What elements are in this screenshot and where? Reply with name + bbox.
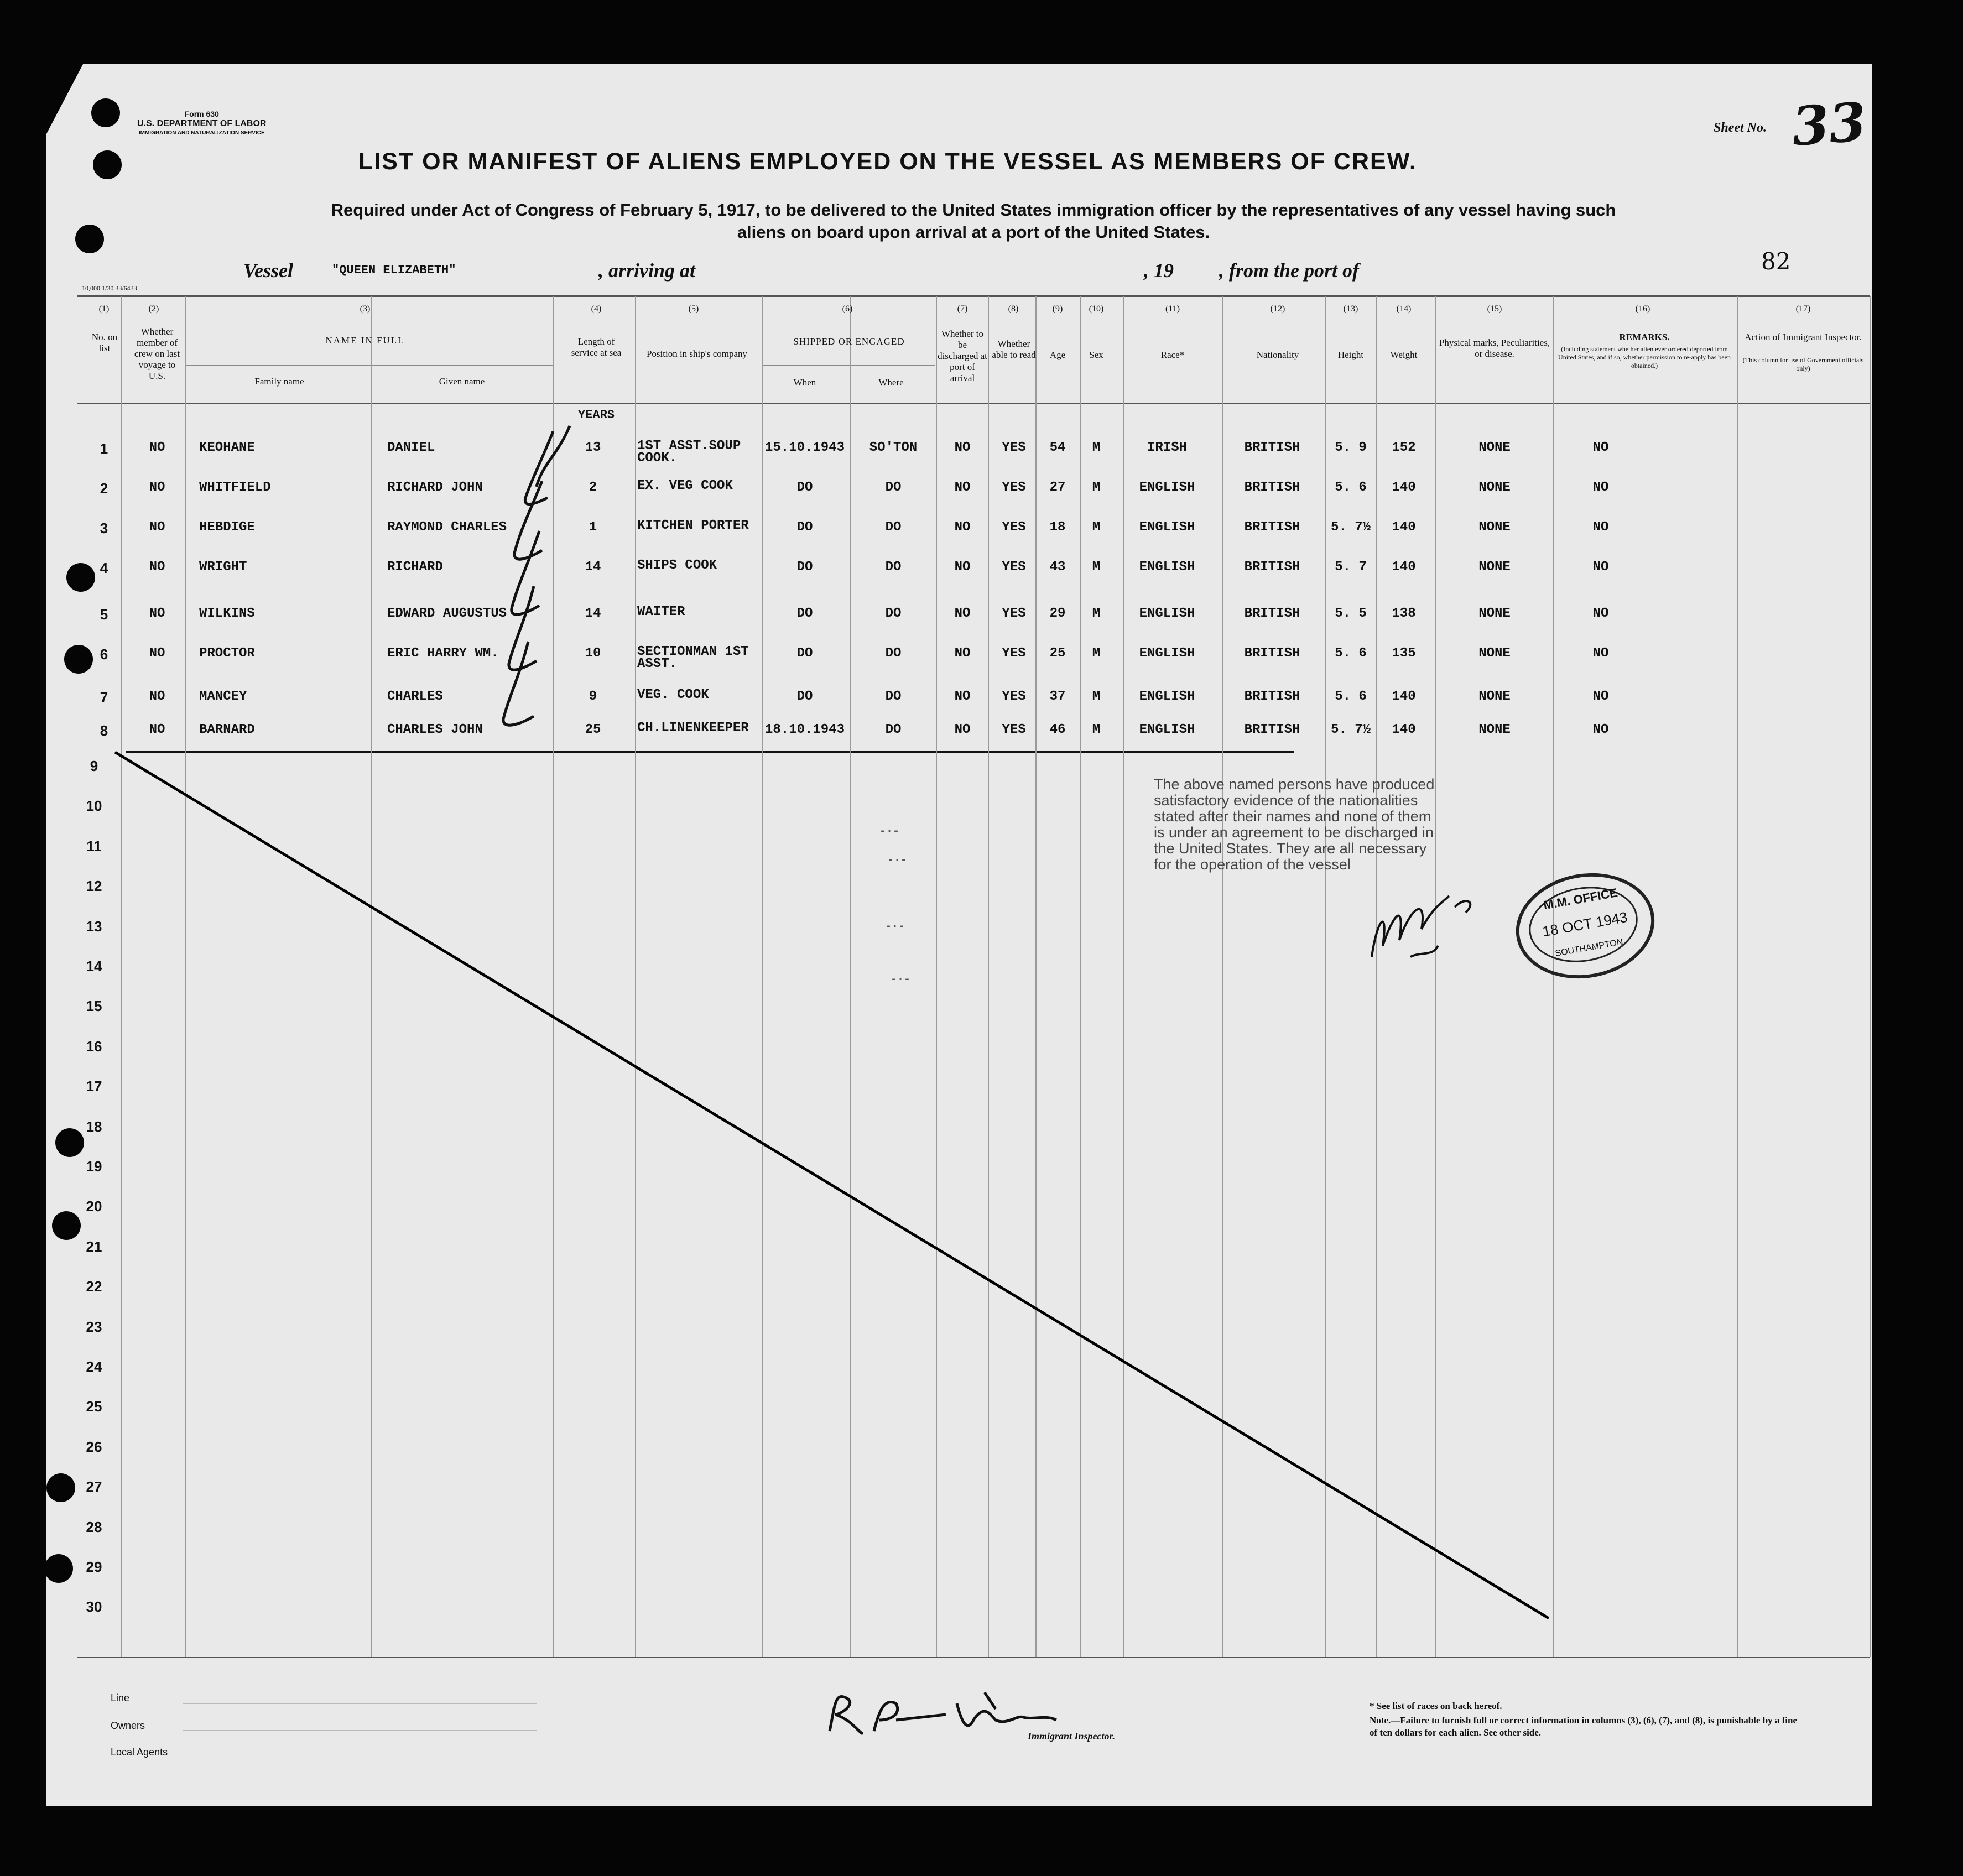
cell-position: WAITER — [637, 605, 685, 619]
cell-position: EX. VEG COOK — [637, 478, 733, 493]
cell-position: 1ST ASST.SOUP COOK. — [637, 439, 741, 466]
cell-family-name: MANCEY — [199, 689, 247, 704]
row-number: 29 — [86, 1559, 102, 1575]
cell-weight: 152 — [1392, 440, 1416, 455]
diagonal-cancel-line — [111, 741, 1560, 1626]
cell-physical-marks: NONE — [1478, 560, 1511, 575]
cell-age: 18 — [1049, 520, 1066, 535]
cell-discharged: NO — [954, 689, 971, 704]
col-5-header: Position in ship's company — [646, 348, 748, 359]
punch-hole — [75, 225, 104, 253]
subtitle-line-2: aliens on board upon arrival at a port of the United States. — [737, 222, 1210, 242]
col-8-number: (8) — [1008, 304, 1019, 314]
col-1-header: No. on list — [91, 332, 118, 353]
cell-remarks: NO — [1592, 606, 1609, 621]
cell-age: 25 — [1049, 646, 1066, 661]
cell-height: 5. 7½ — [1330, 520, 1371, 535]
cell-able-to-read: YES — [1002, 560, 1026, 575]
cell-family-name: HEBDIGE — [199, 520, 255, 535]
cell-age: 37 — [1049, 689, 1066, 704]
print-code: 10,000 1/30 33/6433 — [82, 284, 137, 292]
punch-hole — [44, 1554, 73, 1583]
cell-position: CH.LINENKEEPER — [637, 721, 749, 736]
statement-line: satisfactory evidence of the nationalities — [1154, 792, 1418, 809]
immigrant-inspector-label: Immigrant Inspector. — [1028, 1731, 1116, 1742]
col-6-where-header: Where — [878, 377, 904, 388]
col-6-number: (6) — [842, 304, 853, 314]
shipped-subheader-divider — [762, 365, 935, 366]
cell-nationality: BRITISH — [1244, 440, 1300, 455]
cell-weight: 135 — [1392, 646, 1416, 661]
col-16-header: REMARKS. — [1619, 332, 1670, 342]
cell-where: DO — [885, 606, 902, 621]
col-17-number: (17) — [1795, 304, 1811, 314]
cell-family-name: WHITFIELD — [199, 480, 271, 495]
sheet-number: 33 — [1790, 90, 1868, 158]
cell-discharged: NO — [954, 560, 971, 575]
col-4-header: Length of service at sea — [571, 336, 622, 358]
row-number: 4 — [100, 560, 108, 576]
cell-height: 5. 7 — [1335, 560, 1367, 575]
cell-service-length: 14 — [585, 606, 601, 621]
cell-able-to-read: YES — [1002, 722, 1026, 737]
page-title: LIST OR MANIFEST OF ALIENS EMPLOYED ON THE VESSEL AS MEMBERS OF CREW. — [358, 148, 1417, 175]
statement-line: for the operation of the vessel — [1154, 856, 1351, 873]
cell-given-name: CHARLES — [387, 689, 443, 704]
cell-where: DO — [885, 480, 902, 495]
col-8-header: Whether able to read — [992, 338, 1036, 360]
cell-service-length: 9 — [589, 689, 597, 704]
col-16-note: (Including statement whether alien ever ordered deported from United States, and if so, whether permission to re-apply has been obtained.) — [1558, 345, 1731, 369]
tally-marks — [476, 420, 575, 741]
cell-race: IRISH — [1147, 440, 1187, 455]
cell-given-name: RICHARD JOHN — [387, 480, 483, 495]
cell-sex: M — [1092, 440, 1101, 455]
cell-weight: 140 — [1392, 520, 1416, 535]
cell-discharged: NO — [954, 606, 971, 621]
cell-when: DO — [796, 689, 813, 704]
cell-sex: M — [1092, 480, 1101, 495]
cell-last-voyage: NO — [149, 560, 165, 575]
statement-line: the United States. They are all necessary — [1154, 840, 1427, 857]
cell-when: 18.10.1943 — [764, 722, 845, 737]
cell-able-to-read: YES — [1002, 440, 1026, 455]
cell-physical-marks: NONE — [1478, 606, 1511, 621]
stamp-date: 18 OCT 1943 — [1541, 908, 1629, 940]
col-7-number: (7) — [957, 304, 968, 314]
cell-given-name: ERIC HARRY WM. — [387, 646, 499, 661]
row-number: 6 — [100, 646, 108, 663]
cell-service-length: 13 — [585, 440, 601, 455]
cell-nationality: BRITISH — [1244, 520, 1300, 535]
punch-hole — [55, 1128, 84, 1157]
column-rule — [1870, 296, 1871, 1657]
cell-service-length: 1 — [589, 520, 597, 535]
nationality-statement-stamp — [1154, 777, 1513, 873]
row-number: 10 — [86, 798, 102, 815]
cell-race: ENGLISH — [1139, 480, 1195, 495]
col-14-number: (14) — [1396, 304, 1412, 314]
cell-sex: M — [1092, 520, 1101, 535]
cell-discharged: NO — [954, 646, 971, 661]
col-2-number: (2) — [148, 304, 159, 314]
row-number: 25 — [86, 1398, 102, 1415]
row-number: 24 — [86, 1358, 102, 1375]
table-top-border — [77, 295, 1870, 297]
row-number: 17 — [86, 1078, 102, 1095]
cell-weight: 140 — [1392, 560, 1416, 575]
col-3-header: NAME IN FULL — [325, 335, 405, 346]
cell-physical-marks: NONE — [1478, 440, 1511, 455]
statement-line: The above named persons have produced — [1154, 776, 1435, 793]
from-port-label: , from the port of — [1219, 259, 1360, 282]
faint-mark: -·- — [885, 920, 905, 933]
col-12-number: (12) — [1270, 304, 1285, 314]
cell-where: DO — [885, 520, 902, 535]
cell-service-length: 14 — [585, 560, 601, 575]
cell-last-voyage: NO — [149, 520, 165, 535]
cell-where: DO — [885, 722, 902, 737]
row-number: 5 — [100, 606, 108, 623]
cell-remarks: NO — [1592, 480, 1609, 495]
cell-given-name: RAYMOND CHARLES — [387, 520, 507, 535]
local-agents-label: Local Agents — [111, 1747, 168, 1758]
cell-given-name: RICHARD — [387, 560, 443, 575]
cell-last-voyage: NO — [149, 606, 165, 621]
cell-when: DO — [796, 606, 813, 621]
cell-age: 29 — [1049, 606, 1066, 621]
row-number: 9 — [90, 758, 98, 774]
col-9-number: (9) — [1052, 304, 1063, 314]
sheet-label: Sheet No. — [1714, 121, 1767, 135]
cell-given-name: CHARLES JOHN — [387, 722, 483, 737]
punch-hole — [64, 645, 93, 674]
cell-family-name: KEOHANE — [199, 440, 255, 455]
col-17-note: (This column for use of Government officials only) — [1742, 356, 1864, 372]
cell-age: 43 — [1049, 560, 1066, 575]
subtitle-line-1: Required under Act of Congress of February 5, 1917, to be delivered to the United States immigration officer by the representatives of any vessel having such — [331, 200, 1616, 220]
punch-hole — [46, 1473, 75, 1502]
cell-discharged: NO — [954, 440, 971, 455]
punch-hole — [52, 1211, 81, 1240]
cell-nationality: BRITISH — [1244, 646, 1300, 661]
col-5-number: (5) — [688, 304, 699, 314]
cell-when: 15.10.1943 — [764, 440, 845, 455]
faint-mark: -·- — [887, 854, 908, 867]
cell-age: 27 — [1049, 480, 1066, 495]
line-label: Line — [111, 1692, 130, 1703]
cell-discharged: NO — [954, 722, 971, 737]
punch-hole — [93, 150, 122, 179]
vessel-name: "QUEEN ELIZABETH" — [332, 263, 456, 277]
table-header-bottom — [77, 403, 1870, 404]
cell-discharged: NO — [954, 520, 971, 535]
col-10-header: Sex — [1089, 350, 1103, 360]
col-3-given-header: Given name — [439, 376, 485, 387]
col-6-header: SHIPPED OR ENGAGED — [793, 336, 905, 347]
cell-last-voyage: NO — [149, 689, 165, 704]
col-11-header: Race* — [1160, 350, 1185, 360]
row-number: 18 — [86, 1118, 102, 1135]
col-3-family-header: Family name — [254, 376, 304, 387]
cell-position: VEG. COOK — [637, 687, 709, 702]
cell-remarks: NO — [1592, 560, 1609, 575]
cell-nationality: BRITISH — [1244, 606, 1300, 621]
col-7-header: Whether to be discharged at port of arrival — [938, 329, 987, 383]
cell-sex: M — [1092, 689, 1101, 704]
cell-physical-marks: NONE — [1478, 520, 1511, 535]
cell-remarks: NO — [1592, 646, 1609, 661]
cell-when: DO — [796, 480, 813, 495]
col-15-header: Physical marks, Peculiarities, or disease. — [1439, 337, 1550, 359]
cell-sex: M — [1092, 606, 1101, 621]
col-13-number: (13) — [1343, 304, 1358, 314]
races-note: * See list of races on back hereof. — [1370, 1701, 1502, 1711]
col-12-header: Nationality — [1256, 350, 1299, 360]
cell-family-name: WRIGHT — [199, 560, 247, 575]
cell-when: DO — [796, 646, 813, 661]
cell-service-length: 10 — [585, 646, 601, 661]
name-subheader-divider — [185, 365, 553, 366]
cell-height: 5. 7½ — [1330, 722, 1371, 737]
cell-race: ENGLISH — [1139, 560, 1195, 575]
col-10-number: (10) — [1089, 304, 1104, 314]
cell-given-name: DANIEL — [387, 440, 435, 455]
row-number: 19 — [86, 1158, 102, 1175]
page-mark: 82 — [1761, 248, 1791, 275]
form-number: Form 630 — [184, 110, 219, 118]
punch-hole — [91, 98, 120, 127]
cell-discharged: NO — [954, 480, 971, 495]
row-number: 2 — [100, 480, 108, 497]
cell-family-name: BARNARD — [199, 722, 255, 737]
cell-physical-marks: NONE — [1478, 480, 1511, 495]
cell-weight: 140 — [1392, 480, 1416, 495]
cell-weight: 138 — [1392, 606, 1416, 621]
cell-where: DO — [885, 689, 902, 704]
line-field — [183, 1703, 537, 1704]
cell-weight: 140 — [1392, 689, 1416, 704]
cell-physical-marks: NONE — [1478, 689, 1511, 704]
row-number: 12 — [86, 878, 102, 895]
cell-family-name: WILKINS — [199, 606, 255, 621]
cell-race: ENGLISH — [1139, 520, 1195, 535]
row-number: 14 — [86, 958, 102, 975]
cell-sex: M — [1092, 722, 1101, 737]
cell-nationality: BRITISH — [1244, 722, 1300, 737]
faint-mark: -·- — [891, 973, 911, 986]
page-subtitle — [232, 199, 1715, 243]
cell-able-to-read: YES — [1002, 646, 1026, 661]
cell-position: KITCHEN PORTER — [637, 518, 749, 533]
cell-where: SO'TON — [869, 440, 918, 455]
col-13-header: Height — [1337, 350, 1364, 360]
row-number: 13 — [86, 918, 102, 935]
officer-signature — [1361, 874, 1504, 973]
col-9-header: Age — [1049, 350, 1066, 360]
col-15-number: (15) — [1487, 304, 1502, 314]
col-14-header: Weight — [1390, 350, 1418, 360]
cell-last-voyage: NO — [149, 646, 165, 661]
punch-hole — [66, 563, 95, 592]
owners-label: Owners — [111, 1720, 145, 1731]
cell-last-voyage: NO — [149, 722, 165, 737]
cell-when: DO — [796, 560, 813, 575]
col-17-header: Action of Immigrant Inspector. — [1745, 332, 1862, 342]
cell-race: ENGLISH — [1139, 606, 1195, 621]
cell-service-length: 25 — [585, 722, 601, 737]
cell-height: 5. 6 — [1335, 689, 1367, 704]
col-4-number: (4) — [591, 304, 602, 314]
cell-nationality: BRITISH — [1244, 480, 1300, 495]
department-name: U.S. DEPARTMENT OF LABOR — [137, 119, 267, 128]
penalty-note: Note.—Failure to furnish full or correct information in columns (3), (6), (7), and (8), is punishable by a fine of ten dollars for each alien. See other side. — [1370, 1715, 1798, 1738]
stamp-office-name: M.M. OFFICE — [1542, 885, 1619, 913]
col-16-number: (16) — [1635, 304, 1650, 314]
cell-nationality: BRITISH — [1244, 689, 1300, 704]
year-label: , 19 — [1144, 259, 1174, 282]
cell-height: 5. 6 — [1335, 480, 1367, 495]
cell-age: 46 — [1049, 722, 1066, 737]
faint-mark: -·- — [879, 825, 900, 838]
vessel-label: Vessel — [243, 259, 293, 282]
cell-physical-marks: NONE — [1478, 646, 1511, 661]
cell-where: DO — [885, 646, 902, 661]
cell-remarks: NO — [1592, 440, 1609, 455]
cell-able-to-read: YES — [1002, 689, 1026, 704]
statement-line: is under an agreement to be discharged in — [1154, 824, 1434, 841]
row-number: 26 — [86, 1438, 102, 1455]
col-6-when-header: When — [793, 377, 816, 388]
col-3-number: (3) — [360, 304, 371, 314]
owners-field — [183, 1730, 537, 1731]
row-number: 3 — [100, 520, 108, 536]
col-1-number: (1) — [98, 304, 110, 314]
cell-given-name: EDWARD AUGUSTUS — [387, 606, 507, 621]
statement-line: stated after their names and none of them — [1154, 808, 1431, 825]
cell-height: 5. 5 — [1335, 606, 1367, 621]
cell-race: ENGLISH — [1139, 689, 1195, 704]
row-number: 8 — [100, 722, 108, 739]
row-number: 30 — [86, 1598, 102, 1616]
cell-able-to-read: YES — [1002, 520, 1026, 535]
form-identifier — [137, 110, 266, 138]
cell-remarks: NO — [1592, 520, 1609, 535]
cell-remarks: NO — [1592, 689, 1609, 704]
row-number: 11 — [86, 837, 102, 854]
row-number: 20 — [86, 1198, 102, 1215]
cell-service-length: 2 — [589, 480, 597, 495]
row-number: 22 — [86, 1278, 102, 1295]
cell-weight: 140 — [1392, 722, 1416, 737]
cell-last-voyage: NO — [149, 440, 165, 455]
cell-age: 54 — [1049, 440, 1066, 455]
col-2-header: Whether member of crew on last voyage to U.S. — [134, 326, 180, 381]
cell-race: ENGLISH — [1139, 646, 1195, 661]
row-number: 15 — [86, 998, 102, 1015]
row-number: 28 — [86, 1518, 102, 1535]
cell-physical-marks: NONE — [1478, 722, 1511, 737]
cell-where: DO — [885, 560, 902, 575]
col-11-number: (11) — [1165, 304, 1180, 314]
cell-position: SHIPS COOK — [637, 558, 717, 573]
cell-able-to-read: YES — [1002, 606, 1026, 621]
cell-family-name: PROCTOR — [199, 646, 255, 661]
cell-height: 5. 6 — [1335, 646, 1367, 661]
cell-position: SECTIONMAN 1ST ASST. — [637, 644, 749, 671]
cell-race: ENGLISH — [1139, 722, 1195, 737]
service-name: IMMIGRATION AND NATURALIZATION SERVICE — [138, 130, 265, 136]
cell-able-to-read: YES — [1002, 480, 1026, 495]
cell-sex: M — [1092, 646, 1101, 661]
arriving-label: , arriving at — [598, 259, 696, 282]
cell-last-voyage: NO — [149, 480, 165, 495]
table-bottom-border — [77, 1657, 1870, 1658]
row-number: 16 — [86, 1038, 102, 1055]
cell-when: DO — [796, 520, 813, 535]
stamp-location: SOUTHAMPTON — [1554, 937, 1624, 959]
row-number: 27 — [86, 1478, 102, 1495]
column-rule — [1737, 296, 1738, 1657]
cell-remarks: NO — [1592, 722, 1609, 737]
cell-sex: M — [1092, 560, 1101, 575]
cell-height: 5. 9 — [1335, 440, 1367, 455]
cell-nationality: BRITISH — [1244, 560, 1300, 575]
years-label: YEARS — [577, 408, 615, 422]
row-number: 1 — [100, 440, 108, 457]
row-number: 23 — [86, 1318, 102, 1335]
row-number: 7 — [100, 689, 108, 706]
row-number: 21 — [86, 1238, 102, 1255]
